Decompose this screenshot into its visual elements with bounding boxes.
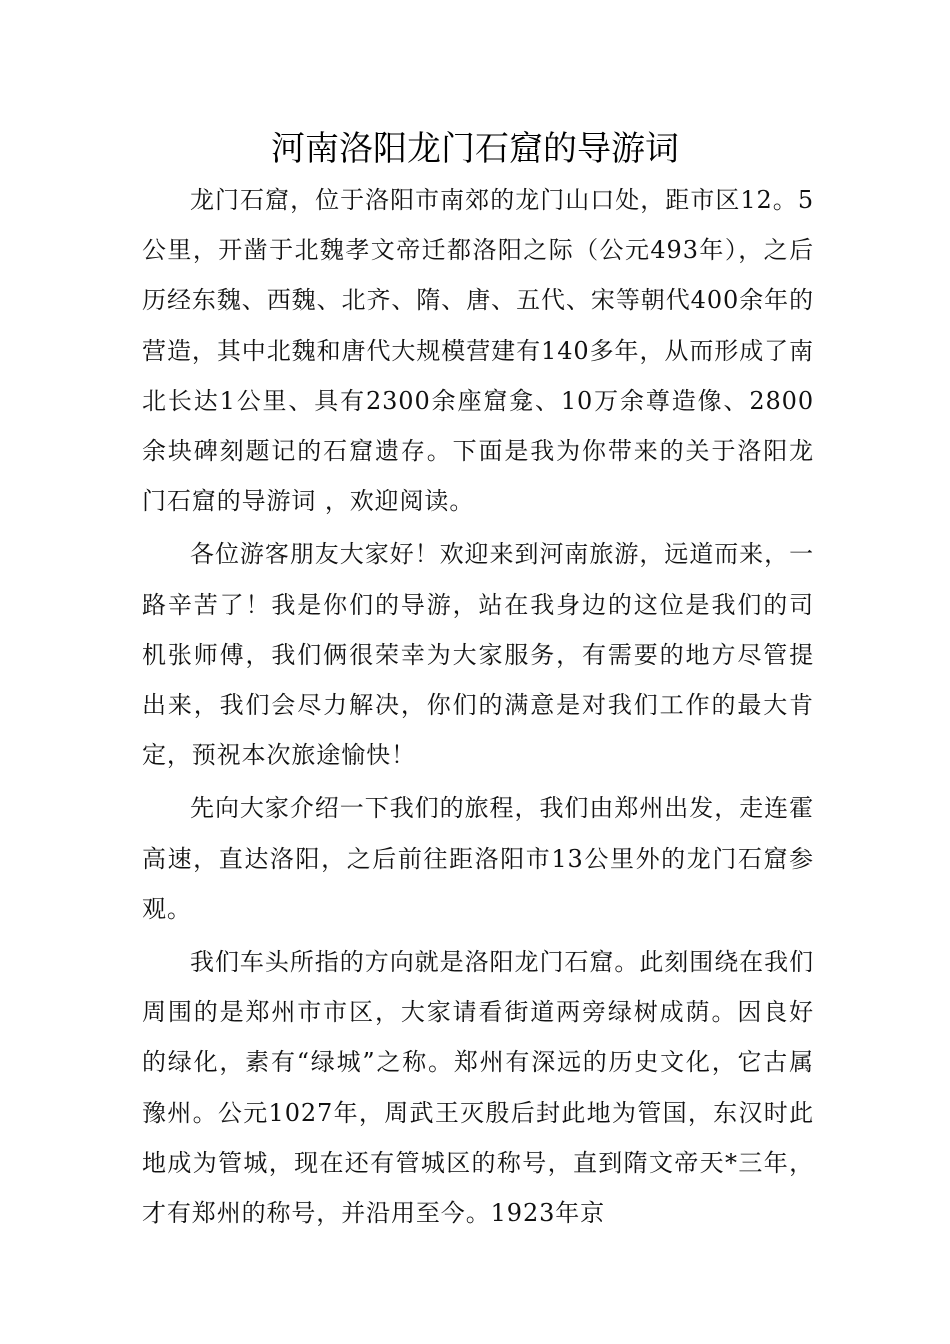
paragraph-greeting: 各位游客朋友大家好！欢迎来到河南旅游，远道而来，一路辛苦了！我是你们的导游，站在我身边的这位是我们的司机张师傅，我们俩很荣幸为大家服务，有需要的地方尽管提出来，我们会尽力解决，你们的满意是对我们工作的最大肯定，预祝本次旅途愉快！ [142, 540, 814, 770]
document-body [142, 175, 814, 1241]
paragraph-itinerary: 先向大家介绍一下我们的旅程，我们由郑州出发，走连霍高速，直达洛阳，之后前往距洛阳市13公里外的龙门石窟参观。 [142, 794, 814, 923]
paragraph-zhengzhou-history: 我们车头所指的方向就是洛阳龙门石窟。此刻围绕在我们周围的是郑州市市区，大家请看街道两旁绿树成荫。因良好的绿化，素有“绿城”之称。郑州有深远的历史文化，它古属豫州。公元1027年，周武王灭殷后封此地为管国，东汉时此地成为管城，现在还有管城区的称号，直到隋文帝天*三年，才有郑州的称号，并沿用至今。1923年京 [142, 948, 814, 1228]
document-title: 河南洛阳龙门石窟的导游词 [271, 129, 679, 169]
paragraph-intro: 龙门石窟，位于洛阳市南郊的龙门山口处，距市区12。5公里，开凿于北魏孝文帝迁都洛阳之际（公元493年），之后历经东魏、西魏、北齐、隋、唐、五代、宋等朝代400余年的营造，其中北魏和唐代大规模营建有140多年，从而形成了南北长达1公里、具有2300余座窟龛、10万余尊造像、2800余块碑刻题记的石窟遗存。下面是我为你带来的关于洛阳龙门石窟的导游词 ，欢迎阅读。 [142, 186, 814, 516]
